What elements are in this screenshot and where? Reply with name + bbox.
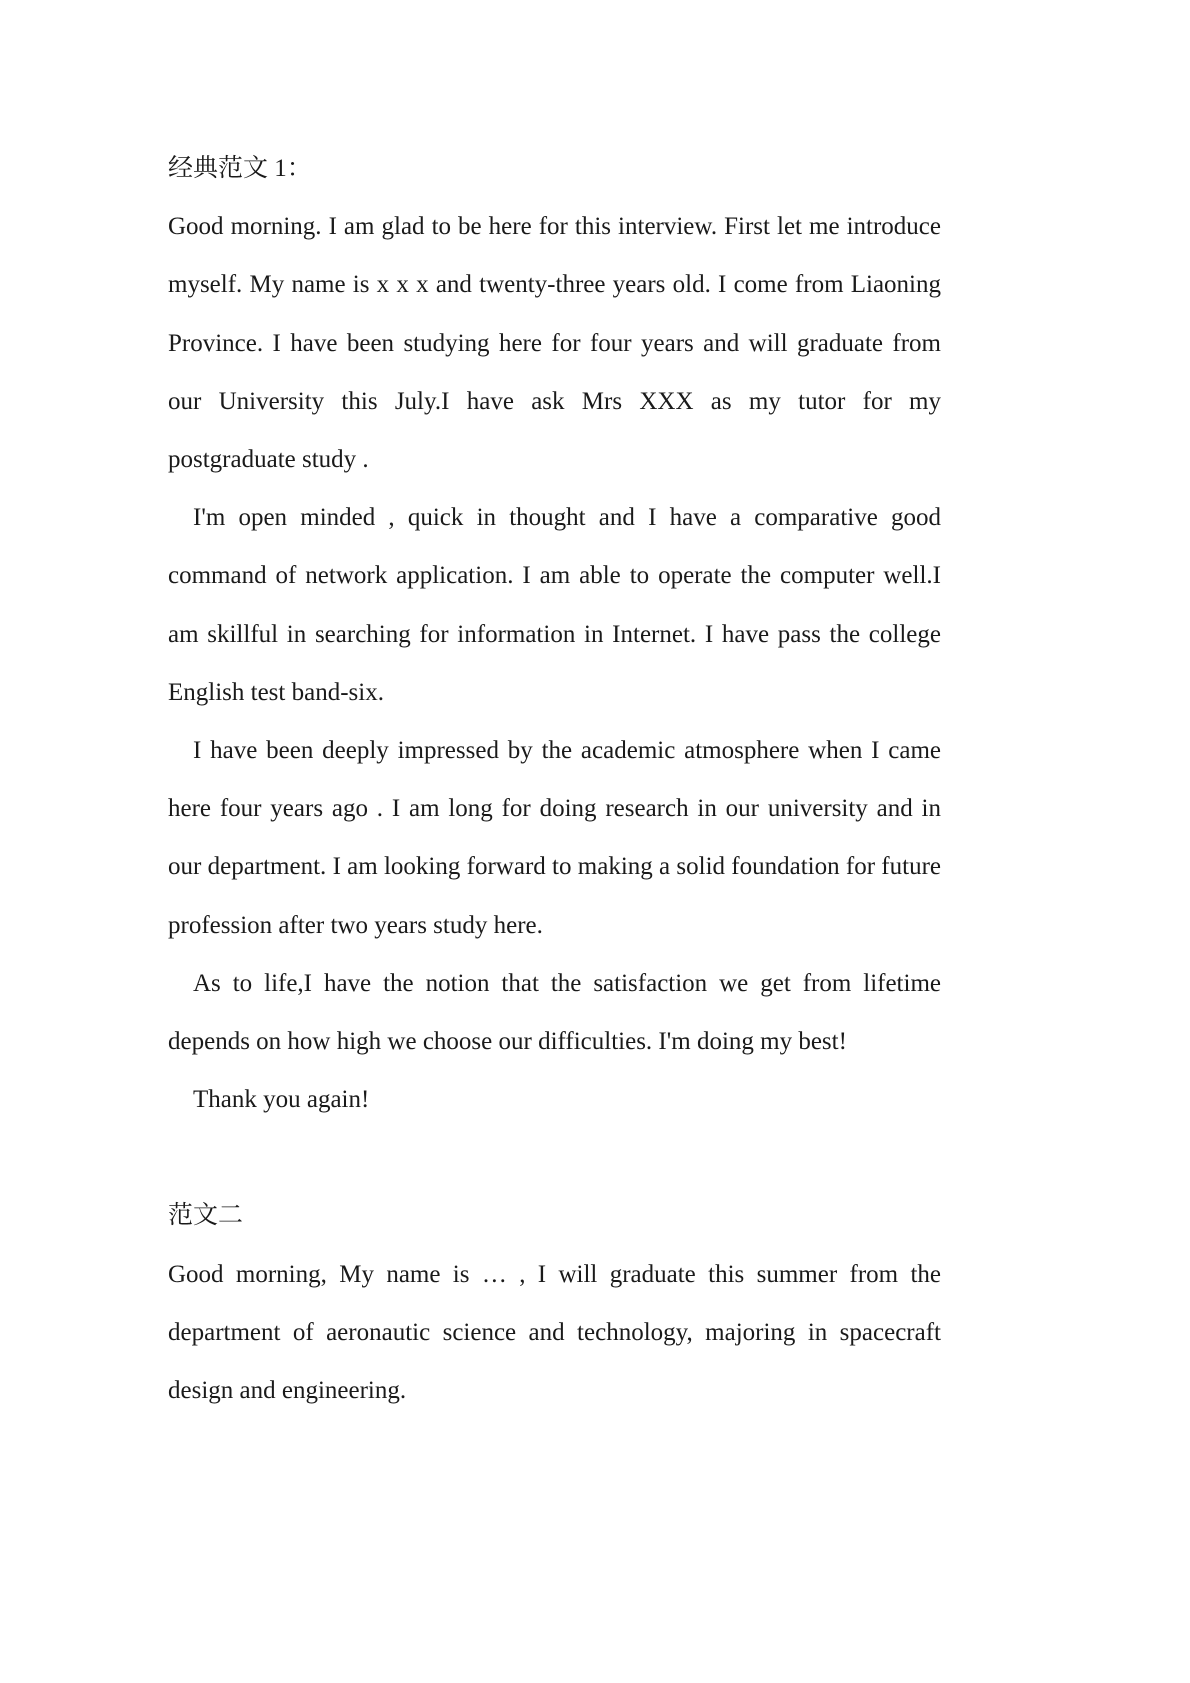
section1-paragraph-5: Thank you again! xyxy=(193,1086,370,1114)
section1-paragraph-2: I'm open minded , quick in thought and I have a comparative good command of network application. I am able to operate the computer well.I am skillful in searching for information in Internet. I have pass the college English test band-six. xyxy=(168,504,941,706)
section2-heading: 范文二 xyxy=(168,1202,244,1230)
document-page xyxy=(168,140,941,1420)
section2-paragraph-1: Good morning, My name is … , I will graduate this summer from the department of aeronautic science and technology, majoring in spacecraft design and engineering. xyxy=(168,1260,941,1405)
section1-heading: 经典范文 1： xyxy=(168,155,312,182)
section1-paragraph-1: Good morning. I am glad to be here for this interview. First let me introduce myself. My name is x x x and twenty-three years old. I come from Liaoning Province. I have been studying here for four years and will graduate from our University this July.I have ask Mrs XXX as my tutor for my postgraduate study . xyxy=(168,213,941,474)
section1-paragraph-3: I have been deeply impressed by the academic atmosphere when I came here four years ago . I am long for doing research in our university and in our department. I am looking forward to making a solid foundation for future profession after two years study here. xyxy=(168,737,941,939)
section1-paragraph-4: As to life,I have the notion that the satisfaction we get from lifetime depends on how high we choose our difficulties. I'm doing my best! xyxy=(168,969,941,1056)
section-spacer xyxy=(168,1129,941,1187)
